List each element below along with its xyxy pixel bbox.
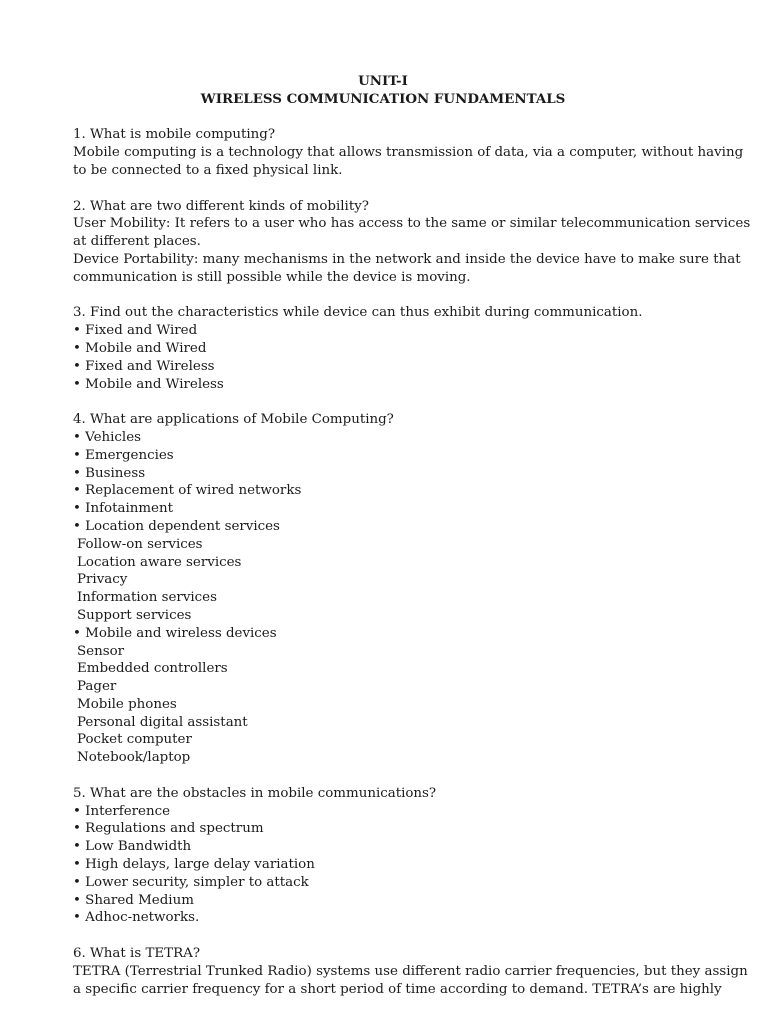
answer-2-line: at different places. <box>73 234 201 250</box>
chapter-heading: WIRELESS COMMUNICATION FUNDAMENTALS <box>200 90 566 107</box>
sub-list-item: Sensor <box>77 643 125 659</box>
sub-list-item: Personal digital assistant <box>77 714 248 730</box>
answer-6-line: a specific carrier frequency for a short period of time according to demand. TETRA’s are highly <box>73 981 722 997</box>
list-item: • Low Bandwidth <box>73 838 693 856</box>
question-2: 2. What are two different kinds of mobility? <box>73 198 369 214</box>
list-item: • Fixed and Wired <box>73 322 693 340</box>
list-item: • Emergencies <box>73 447 693 465</box>
question-1: 1. What is mobile computing? <box>73 127 276 143</box>
question-5: 5. What are the obstacles in mobile communications? <box>73 785 437 801</box>
answer-2-line: User Mobility: It refers to a user who has access to the same or similar telecommunication services <box>73 216 751 232</box>
list-item: • Replacement of wired networks <box>73 482 693 500</box>
sub-list-item: Pager <box>77 679 117 695</box>
sub-list-item: Mobile phones <box>77 696 177 712</box>
list-item: • Location dependent services <box>73 518 693 536</box>
sub-list-item: Support services <box>77 607 192 623</box>
answer-2-line: communication is still possible while the device is moving. <box>73 269 471 285</box>
list-item: • Business <box>73 465 693 483</box>
sub-list-item: Location aware services <box>77 554 242 570</box>
answer-1-line: Mobile computing is a technology that allows transmission of data, via a computer, without having <box>73 145 744 161</box>
unit-title: UNIT-I <box>358 73 408 89</box>
question-4: 4. What are applications of Mobile Computing? <box>73 412 394 428</box>
question-6: 6. What is TETRA? <box>73 946 201 962</box>
list-item: • Adhoc-networks. <box>73 909 693 927</box>
list-item: • Mobile and Wireless <box>73 376 693 394</box>
sub-list-item: Follow-on services <box>77 536 203 552</box>
answer-2-line: Device Portability: many mechanisms in the network and inside the device have to make sure that <box>73 251 741 267</box>
document-body <box>73 73 751 998</box>
sub-list-item: Privacy <box>77 572 128 588</box>
list-item: • Mobile and wireless devices <box>73 625 693 643</box>
answer-6-line: TETRA (Terrestrial Trunked Radio) systems use different radio carrier frequencies, but they assign <box>73 963 748 979</box>
answer-1-line: to be connected to a fixed physical link. <box>73 162 343 178</box>
list-item: • High delays, large delay variation <box>73 856 693 874</box>
list-item: • Regulations and spectrum <box>73 820 693 838</box>
list-item: • Lower security, simpler to attack <box>73 874 693 892</box>
list-item: • Infotainment <box>73 500 693 518</box>
list-item: • Mobile and Wired <box>73 340 693 358</box>
list-item: • Shared Medium <box>73 892 693 910</box>
sub-list-item: Pocket computer <box>77 732 192 748</box>
list-item: • Vehicles <box>73 429 693 447</box>
sub-list-item: Notebook/laptop <box>77 750 191 766</box>
list-item: • Interference <box>73 803 693 821</box>
list-item: • Fixed and Wireless <box>73 358 693 376</box>
sub-list-item: Information services <box>77 590 217 606</box>
question-3: 3. Find out the characteristics while device can thus exhibit during communication. <box>73 305 643 321</box>
sub-list-item: Embedded controllers <box>77 661 228 677</box>
